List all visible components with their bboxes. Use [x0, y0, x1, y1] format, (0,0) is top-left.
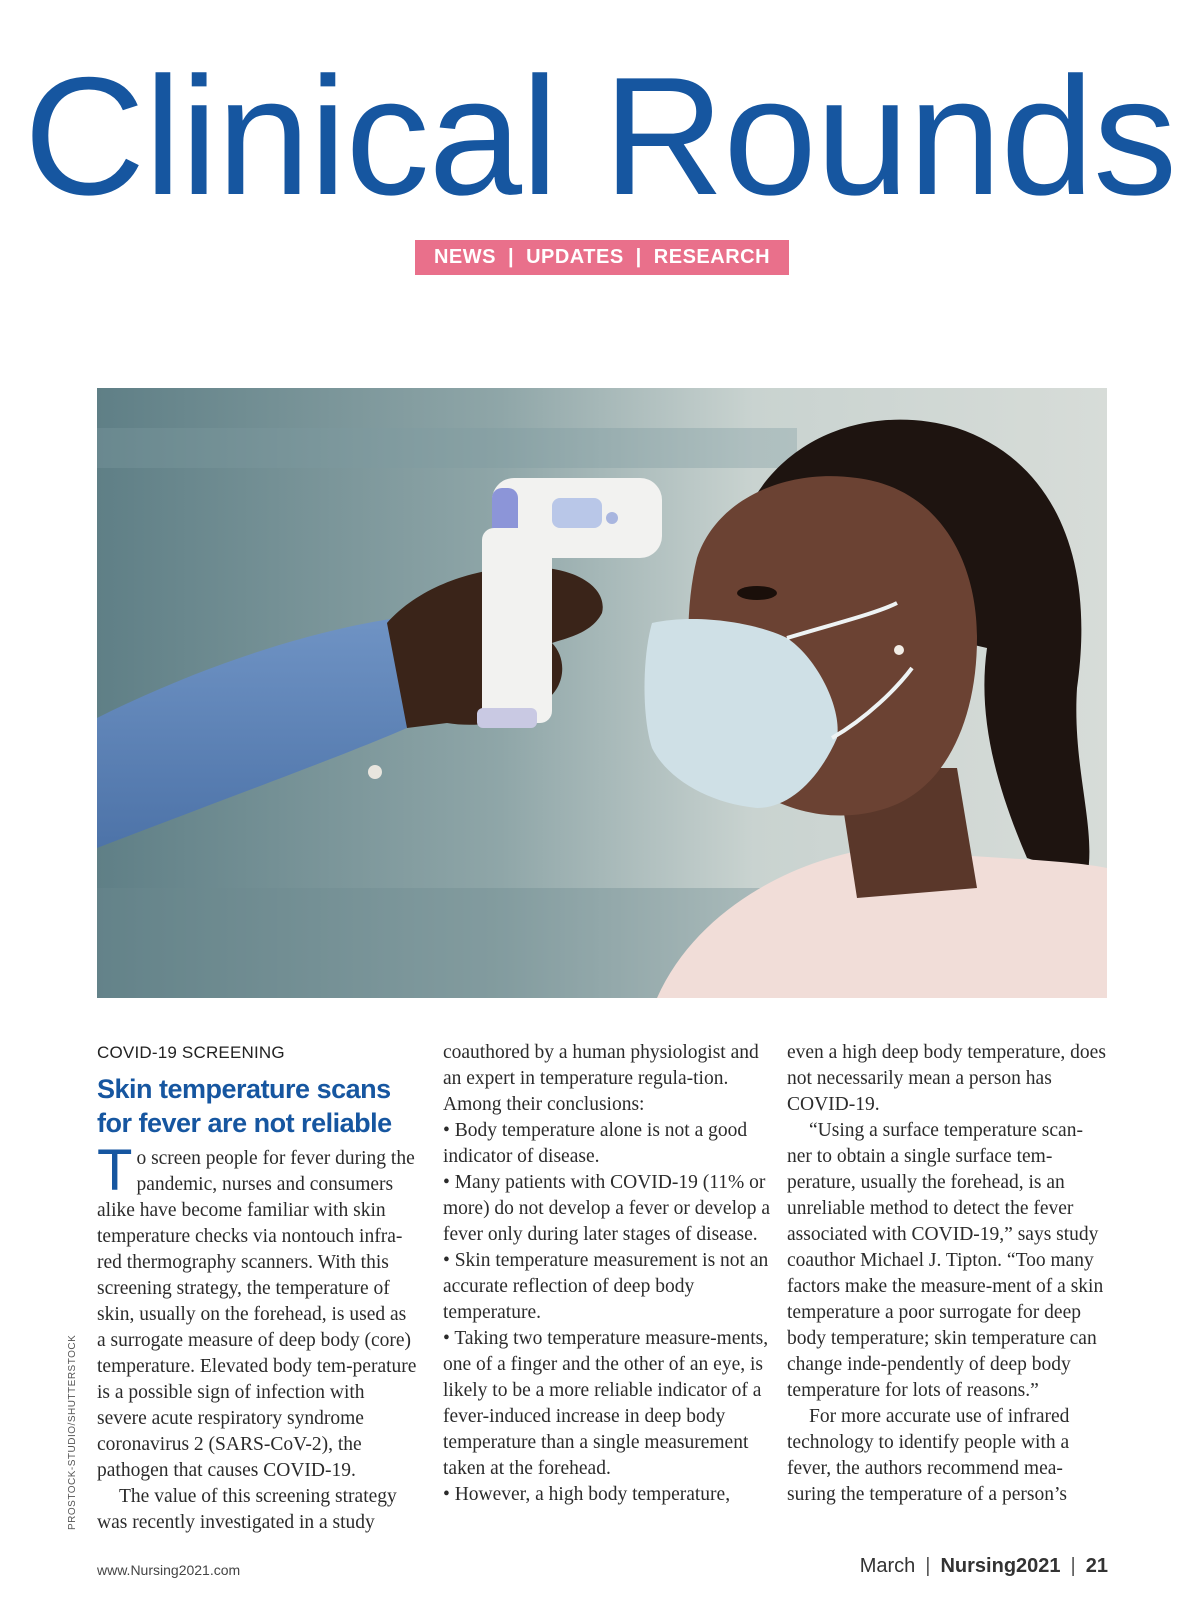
- article-kicker: COVID-19 SCREENING: [97, 1043, 285, 1062]
- article-paragraph: even a high deep body temperature, does not necessarily mean a person has COVID-19.: [787, 1042, 1106, 1115]
- article-paragraph: [97, 1138, 417, 1484]
- tagline-research: RESEARCH: [653, 246, 771, 268]
- page-number: 21: [1085, 1555, 1108, 1577]
- article-paragraph: For more accurate use of infrared technology to identify people with a fever, the authors recommend mea-suring the temperature of a person’s: [787, 1406, 1070, 1505]
- tagline-updates: UPDATES: [526, 246, 624, 268]
- article-paragraph: coauthored by a human physiologist and an expert in temperature regula-tion. Among their conclusions:: [443, 1042, 759, 1115]
- paragraph-text: o screen people for fever during the pandemic, nurses and consumers alike have become familiar with skin temperature checks via nontouch infra-red thermography scanners. With this screening strategy, the temperature of skin, usually on the forehead, is used as a surrogate measure of deep body (core) temperature. Elevated body tem-perature is a possible sign of infection with severe acute respiratory syndrome coronavirus 2 (SARS-CoV-2), the pathogen that causes COVID-19.: [97, 1148, 417, 1481]
- section-tagline: [415, 240, 789, 275]
- article-paragraph: The value of this screening strategy was recently investigated in a study: [97, 1486, 397, 1533]
- bullet-item: • Taking two temperature measure-ments, one of a finger and the other of an eye, is likely to be a more reliable indicator of a fever-induced increase in deep body temperature than a single measurement taken at the forehead.: [443, 1328, 769, 1479]
- drop-cap: T: [97, 1138, 133, 1203]
- article-headline: Skin temperature scans for fever are not reliable: [97, 1074, 392, 1138]
- bullet-item: • However, a high body temperature,: [443, 1484, 731, 1505]
- article-column-3: [787, 1040, 1107, 1508]
- tagline-news: NEWS: [433, 246, 496, 268]
- footer-separator: |: [925, 1555, 931, 1577]
- page-title: Clinical Rounds: [23, 42, 1177, 230]
- photo-credit: PROSTOCK-STUDIO/SHUTTERSTOCK: [67, 1334, 78, 1530]
- footer-website: www.Nursing2021.com: [97, 1562, 241, 1578]
- tagline-separator: |: [635, 246, 642, 268]
- footer-month: March: [859, 1555, 916, 1577]
- article-column-1: [97, 1040, 417, 1536]
- article-photo: [97, 388, 1107, 998]
- article-paragraph: “Using a surface temperature scan-ner to obtain a single surface tem-perature, usually the forehead, is an unreliable method to detect the fever associated with COVID-19,” says study coauthor Michael J. Tipton. “Too many factors make the measure-ment of a skin temperature a poor surrogate for deep body temperature; skin temperature can change inde-pendently of deep body temperature for lots of reasons.”: [787, 1120, 1104, 1401]
- article-column-2: [443, 1040, 773, 1508]
- bullet-item: • Skin temperature measurement is not an accurate reflection of deep body temperature.: [443, 1250, 769, 1323]
- temperature-check-illustration: [97, 388, 1107, 998]
- page-footer: [860, 1555, 1108, 1578]
- bullet-item: • Body temperature alone is not a good indicator of disease.: [443, 1120, 748, 1167]
- footer-separator: |: [1070, 1555, 1076, 1577]
- tagline-separator: |: [507, 246, 515, 268]
- footer-magazine: Nursing2021: [940, 1555, 1061, 1577]
- bullet-item: • Many patients with COVID-19 (11% or more) do not develop a fever or develop a fever only during later stages of disease.: [443, 1172, 771, 1245]
